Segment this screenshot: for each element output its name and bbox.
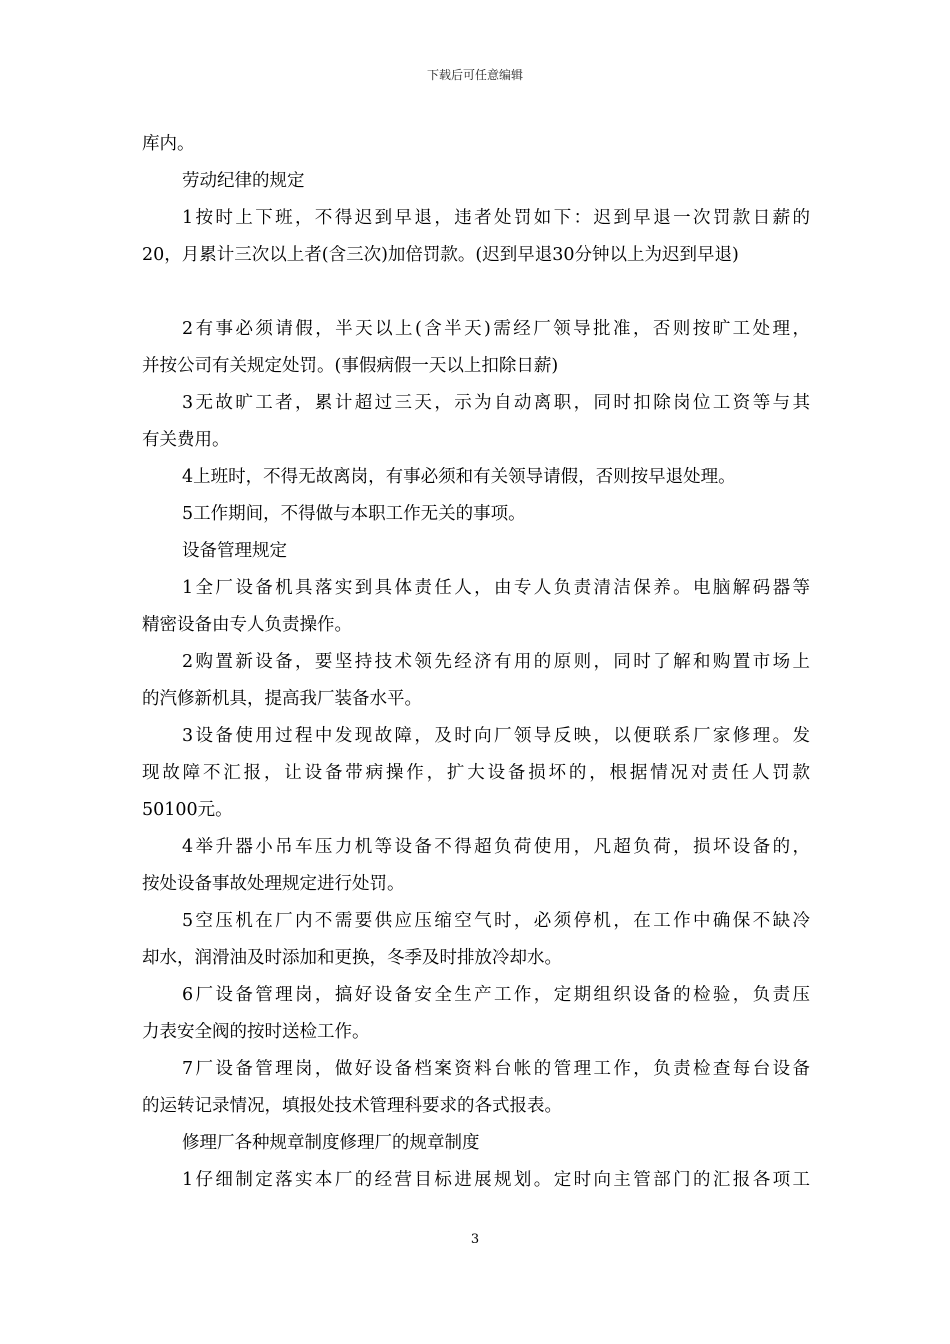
text-line: 5工作期间，不得做与本职工作无关的事项。 (182, 504, 526, 524)
text-line: 2有事必须请假，半天以上(含半天)需经厂领导批准，否则按旷工处理， (182, 319, 810, 339)
text-line: 1按时上下班，不得迟到早退，违者处罚如下：迟到早退一次罚款日薪的 (182, 208, 810, 228)
text-line: 20，月累计三次以上者(含三次)加倍罚款。(迟到早退30分钟以上为迟到早退) (142, 245, 739, 265)
text-line: 修理厂各种规章制度修理厂的规章制度 (182, 1133, 480, 1153)
text-line: 精密设备由专人负责操作。 (142, 615, 352, 635)
text-line: 劳动纪律的规定 (182, 171, 305, 191)
text-line: 1全厂设备机具落实到具体责任人，由专人负责清洁保养。电脑解码器等 (182, 578, 810, 598)
text-line: 按处设备事故处理规定进行处罚。 (142, 874, 405, 894)
page-number: 3 (470, 1232, 480, 1247)
text-line: 3无故旷工者，累计超过三天，示为自动离职，同时扣除岗位工资等与其 (182, 393, 810, 413)
header-note: 下载后可任意编辑 (426, 68, 523, 82)
text-line: 有关费用。 (142, 430, 230, 450)
text-line: 3设备使用过程中发现故障，及时向厂领导反映，以便联系厂家修理。发 (182, 726, 810, 746)
text-line: 5空压机在厂内不需要供应压缩空气时，必须停机，在工作中确保不缺冷 (182, 911, 810, 931)
text-line: 4上班时，不得无故离岗，有事必须和有关领导请假，否则按早退处理。 (182, 467, 736, 487)
text-line: 1仔细制定落实本厂的经营目标进展规划。定时向主管部门的汇报各项工 (182, 1170, 810, 1190)
text-line: 力表安全阀的按时送检工作。 (142, 1022, 370, 1042)
blank-line (142, 274, 810, 311)
text-line: 并按公司有关规定处罚。(事假病假一天以上扣除日薪) (142, 356, 559, 376)
text-line: 设备管理规定 (182, 541, 287, 561)
text-line: 的运转记录情况，填报处技术管理科要求的各式报表。 (142, 1096, 562, 1116)
text-line: 的汽修新机具，提高我厂装备水平。 (142, 689, 422, 709)
text-line: 50100元。 (142, 800, 233, 820)
text-line: 4举升器小吊车压力机等设备不得超负荷使用，凡超负荷，损坏设备的， (182, 837, 810, 857)
text-line: 7厂设备管理岗，做好设备档案资料台帐的管理工作，负责检查每台设备 (182, 1059, 810, 1079)
text-line: 现故障不汇报，让设备带病操作，扩大设备损坏的，根据情况对责任人罚款 (142, 763, 810, 783)
text-line: 却水，润滑油及时添加和更换，冬季及时排放冷却水。 (142, 948, 562, 968)
text-line: 库内。 (142, 134, 195, 154)
text-line: 6厂设备管理岗，搞好设备安全生产工作，定期组织设备的检验，负责压 (182, 985, 810, 1005)
text-line: 2购置新设备，要坚持技术领先经济有用的原则，同时了解和购置市场上 (182, 652, 810, 672)
document-body (142, 126, 810, 1199)
